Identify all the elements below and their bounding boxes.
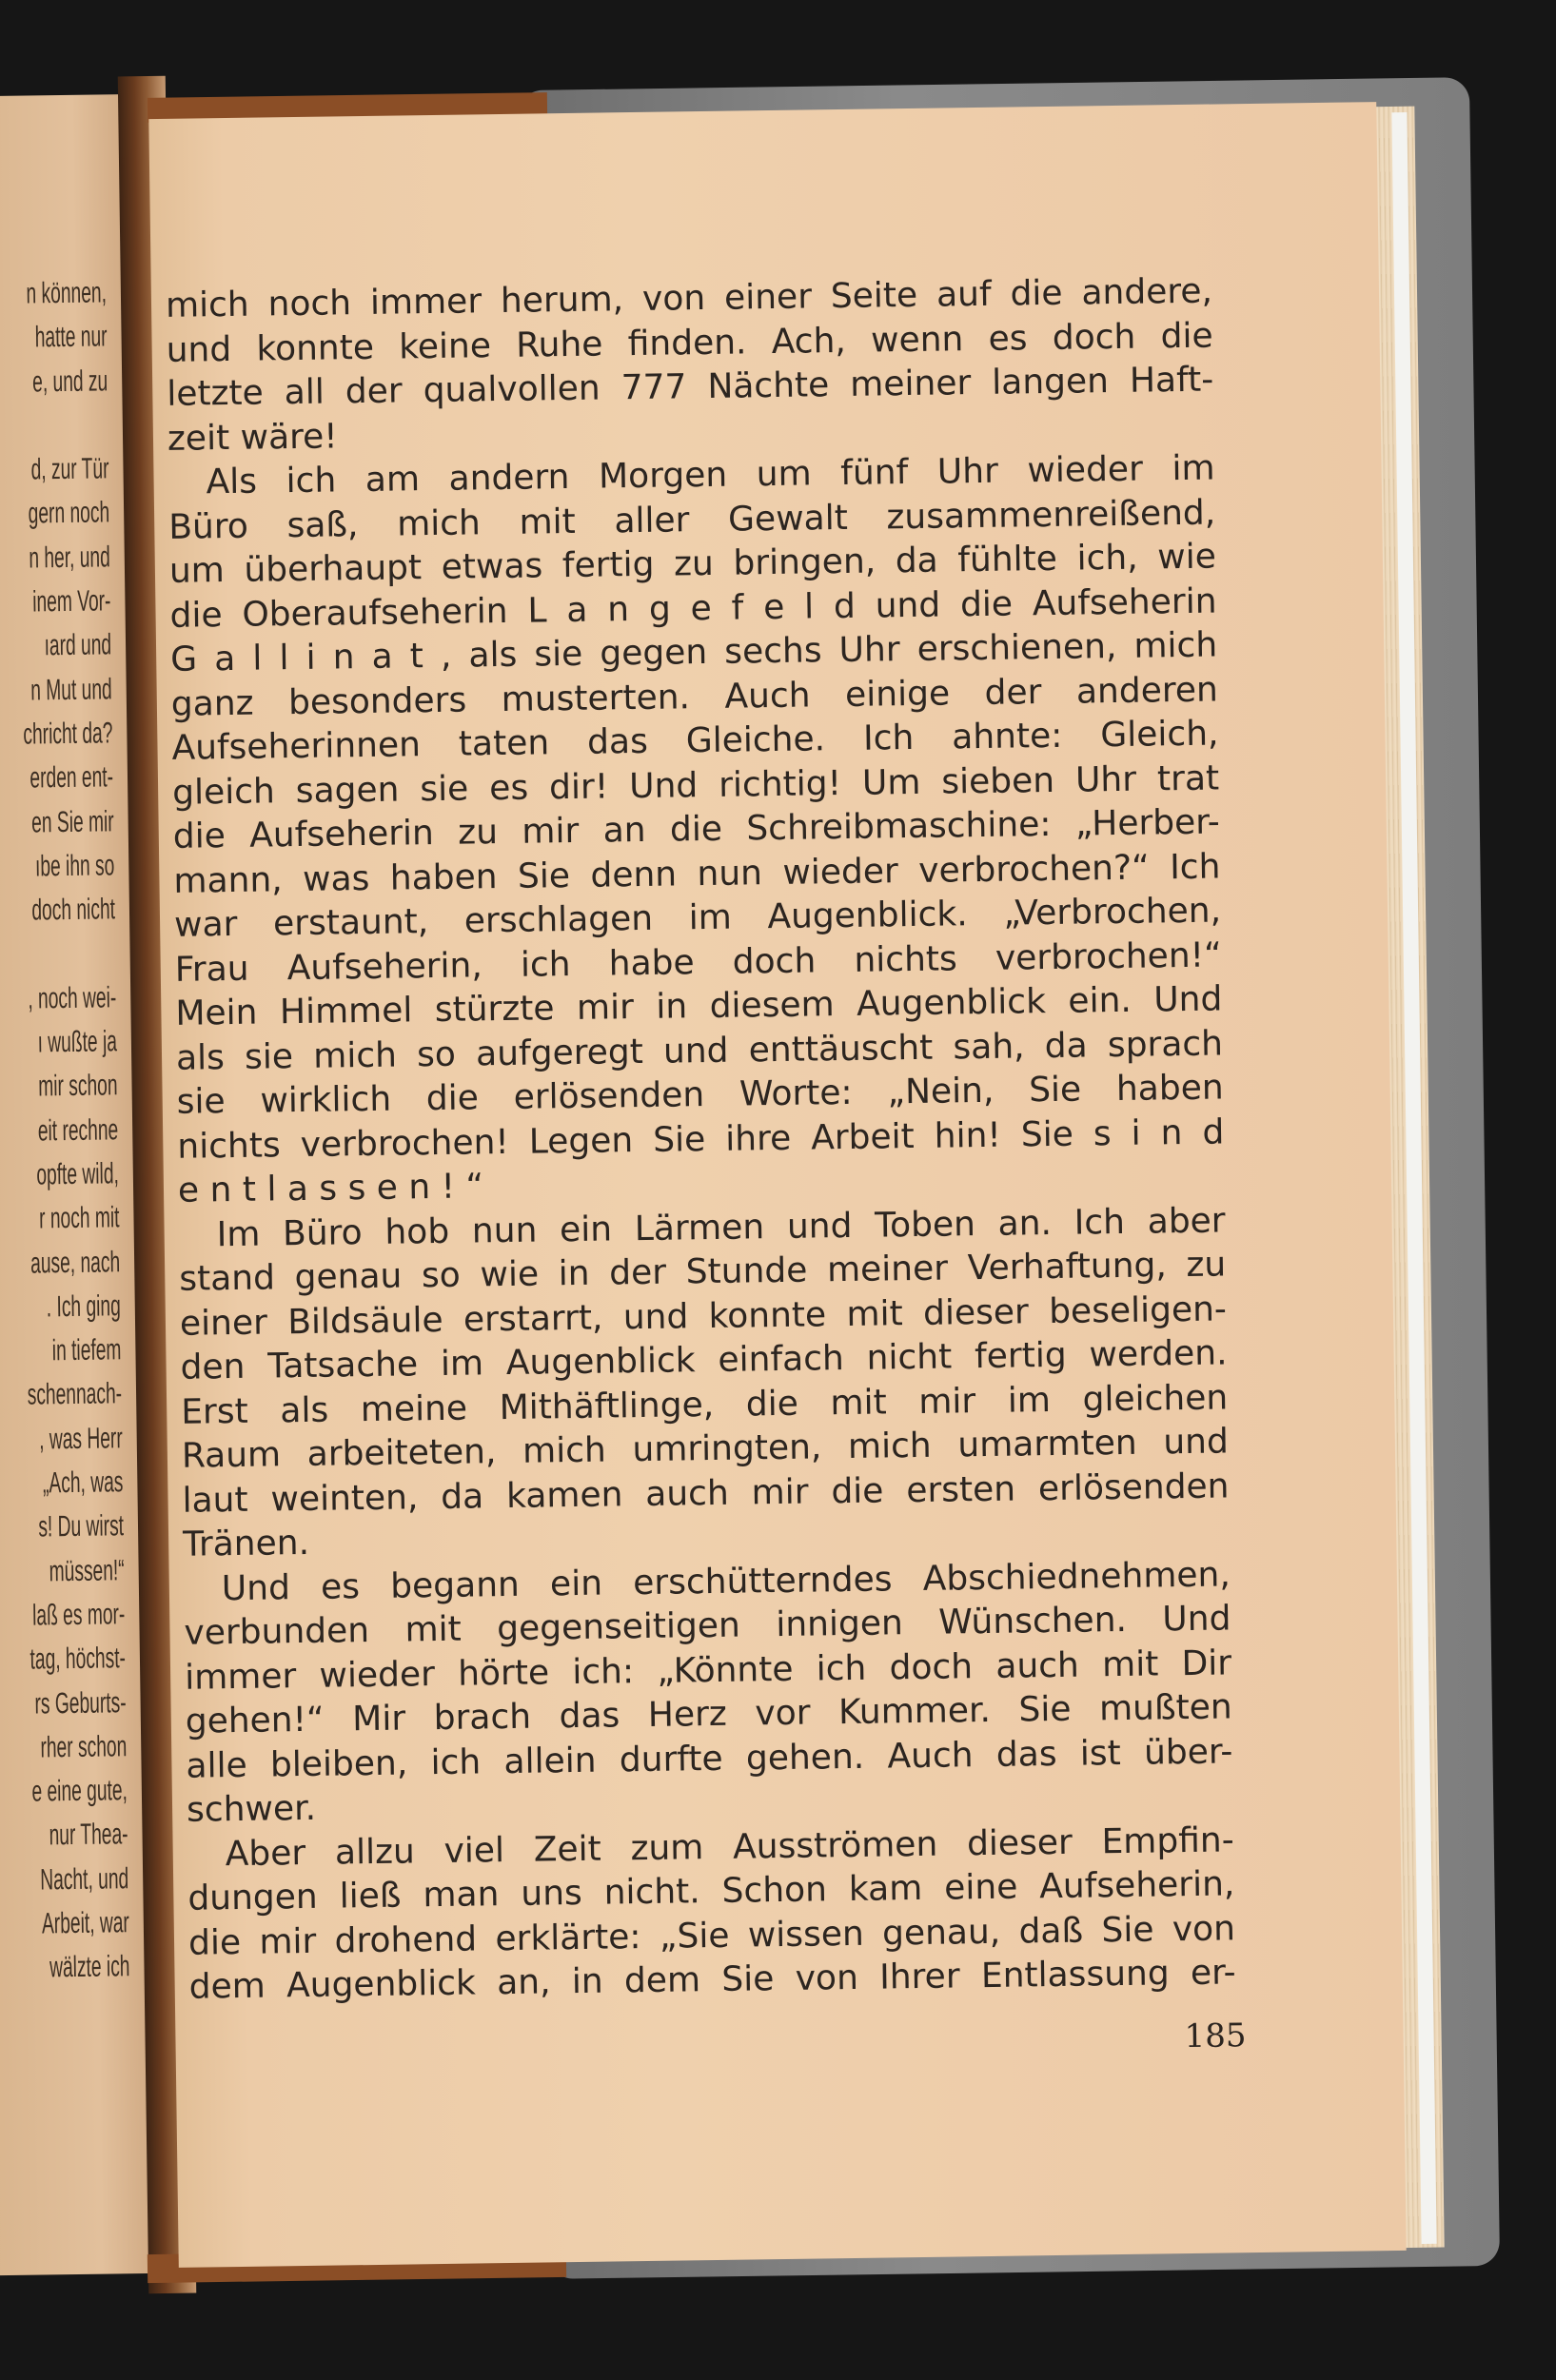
left-line: tag, höchst- <box>30 1641 127 1676</box>
left-line: s! Du wirst <box>38 1508 125 1544</box>
left-line: „Ach, was <box>42 1465 124 1500</box>
right-page <box>148 102 1406 2268</box>
text-line: Aber allzu viel Zeit zum Ausströmen dieser Empfin- <box>225 1819 1234 1874</box>
text-line: den Tatsache im Augenblick einfach nicht fertig werden. <box>180 1333 1228 1387</box>
text-line: um überhaupt etwas fertig zu bringen, da fühlte ich, wie <box>168 537 1217 591</box>
left-line: Nacht, und <box>39 1860 129 1897</box>
text-line: Frau Aufseherin, ich habe doch nichts verbrochen!“ <box>174 934 1222 990</box>
left-line: gern noch <box>28 495 110 531</box>
text-line: G a l l i n a t , als sie gegen sechs Uhr erschienen, mich <box>169 625 1218 679</box>
page-body-text <box>166 270 1236 2011</box>
text-line: Aufseherinnen taten das Gleiche. Ich ahnte: Gleich, <box>171 714 1219 768</box>
left-page-text <box>9 270 129 1990</box>
text-line: stand genau so wie in der Stunde meiner Verhaftung, zu <box>179 1245 1227 1299</box>
text-line: gehen!“ Mir brach das Herz vor Kummer. Sie mußten <box>185 1687 1232 1741</box>
left-line: ıard und <box>44 627 112 662</box>
text-line: mich noch immer herum, von einer Seite auf die andere, <box>165 271 1213 325</box>
text-line: und konnte keine Ruhe finden. Ach, wenn es doch die <box>166 316 1213 370</box>
text-line: die mir drohend erklärte: „Sie wissen genau, daß Sie von <box>187 1908 1236 1963</box>
text-line: schwer. <box>186 1788 317 1830</box>
text-line: Im Büro hob nun ein Lärmen und Toben an. Ich aber <box>216 1200 1226 1254</box>
text-line: Mein Himmel stürzte mir in diesem Augenblick ein. Und <box>175 979 1223 1033</box>
left-line: mir schon <box>37 1068 118 1103</box>
left-line: müssen!“ <box>49 1552 125 1587</box>
text-line: war erstaunt, erschlagen im Augenblick. „Verbrochen, <box>173 891 1222 945</box>
left-line: rher schon <box>40 1729 128 1764</box>
left-line: eit rechne <box>37 1111 119 1148</box>
text-line: Tränen. <box>182 1523 310 1564</box>
left-line: n Mut und <box>30 671 112 707</box>
text-line: laut weinten, da kamen auch mir die ersten erlösenden <box>182 1465 1230 1521</box>
text-line: e n t l a s s e n ! “ <box>177 1167 484 1210</box>
left-line: e, und zu <box>31 363 108 399</box>
text-line: Und es begann ein erschütterndes Abschiednehmen, <box>221 1554 1231 1608</box>
text-line: dungen ließ man uns nicht. Schon kam eine Aufseherin, <box>187 1864 1235 1918</box>
left-line: d, zur Tür <box>30 451 109 486</box>
left-line: inem Vor- <box>31 583 111 619</box>
text-line: als sie mich so aufgeregt und enttäuscht sah, da sprach <box>175 1023 1224 1078</box>
left-line: ause, nach <box>30 1244 121 1280</box>
left-line: laß es mor- <box>31 1597 126 1632</box>
left-line: in tiefem <box>51 1332 122 1367</box>
left-line: . Ich ging <box>46 1288 122 1324</box>
left-line: e eine gute, <box>31 1773 128 1808</box>
text-line: Büro saß, mich mit aller Gewalt zusammenreißend, <box>168 493 1216 547</box>
page-number: 185 <box>1184 2016 1247 2056</box>
left-line: wälzte ich <box>49 1949 130 1984</box>
text-line: Raum arbeiteten, mich umringten, mich umarmten und <box>181 1422 1230 1476</box>
left-line: nur Thea- <box>49 1817 128 1852</box>
text-line: gleich sagen sie es dir! Und richtig! Um sieben Uhr trat <box>171 757 1220 813</box>
left-line: opfte wild, <box>36 1156 120 1191</box>
left-line: , was Herr <box>38 1420 123 1456</box>
text-line: nichts verbrochen! Legen Sie ihre Arbeit hin! Sie s i n d <box>177 1111 1225 1167</box>
left-line: schennach- <box>27 1376 123 1412</box>
left-line: Arbeit, war <box>41 1905 130 1940</box>
text-line: die Aufseherin zu mir an die Schreibmaschine: „Herber- <box>172 802 1221 856</box>
left-line: n können, <box>26 275 108 310</box>
text-line: mann, was haben Sie denn nun wieder verbrochen?“ Ich <box>173 846 1221 901</box>
left-line: rs Geburts- <box>34 1684 127 1721</box>
left-line: doch nicht <box>31 892 116 927</box>
text-line: immer wieder hörte ich: „Könnte ich doch auch mit Dir <box>184 1642 1232 1698</box>
text-line: zeit wäre! <box>167 416 338 459</box>
left-line: ıbe ihn so <box>34 848 115 883</box>
left-line: n her, und <box>29 540 111 575</box>
left-line <box>10 403 108 448</box>
text-line: einer Bildsäule erstarrt, und konnte mit dieser beseligen- <box>179 1288 1228 1344</box>
text-line: die Oberaufseherin L a n g e f e l d und die Aufseherin <box>169 580 1217 636</box>
text-line: letzte all der qualvollen 777 Nächte meiner langen Haft- <box>167 360 1214 414</box>
left-line: ı wußte ja <box>37 1024 118 1059</box>
text-line: ganz besonders musterten. Auch einige der anderen <box>170 669 1219 724</box>
left-line: en Sie mir <box>30 803 114 839</box>
left-line: hatte nur <box>34 319 108 354</box>
left-line: chricht da? <box>23 716 113 751</box>
text-line: sie wirklich die erlösenden Worte: „Nein, Sie haben <box>176 1068 1224 1122</box>
left-line: r noch mit <box>38 1200 120 1235</box>
text-line: Erst als meine Mithäftlinge, die mit mir im gleichen <box>180 1377 1229 1432</box>
left-line <box>18 932 116 977</box>
text-line: alle bleiben, ich allein durfte gehen. Auch das ist über- <box>186 1731 1233 1786</box>
left-line: erden ent- <box>30 759 114 795</box>
text-line: Als ich am andern Morgen um fünf Uhr wieder im <box>206 448 1215 502</box>
text-line: dem Augenblick an, in dem Sie von Ihrer Entlassung er- <box>188 1953 1236 2007</box>
left-line: , noch wei- <box>28 980 117 1015</box>
text-line: verbunden mit gegenseitigen innigen Wünschen. Und <box>184 1599 1231 1653</box>
